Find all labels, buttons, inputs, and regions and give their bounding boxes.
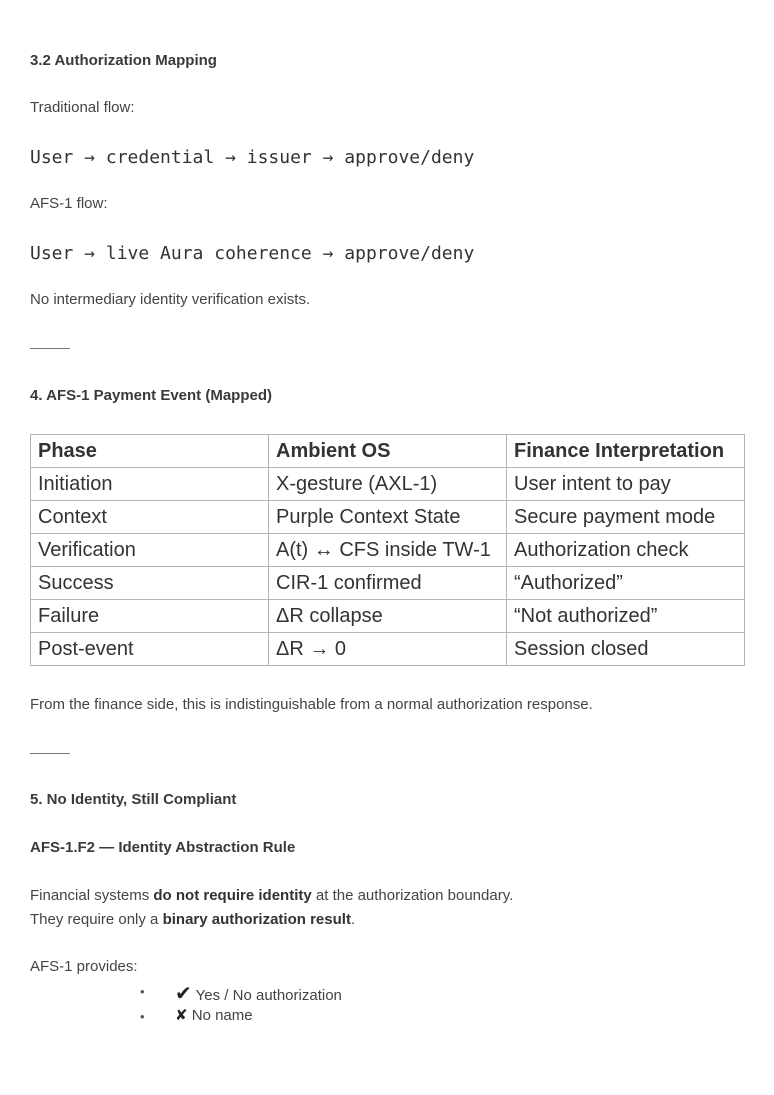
- text-run: They require only a: [30, 911, 163, 928]
- check-icon: ✔: [175, 983, 192, 1005]
- text-run: No name: [191, 1007, 253, 1024]
- payment-event-table: [30, 434, 745, 666]
- table-cell: Initiation: [31, 468, 269, 501]
- table-cell: Authorization check: [507, 534, 745, 567]
- table-header-cell: Ambient OS: [269, 435, 507, 468]
- list-item: [0, 1006, 774, 1030]
- table-cell: Session closed: [507, 633, 745, 666]
- emphasis-binary-authorization-result: binary authorization result: [162, 911, 351, 928]
- afs-flow-label: AFS-1 flow:: [30, 195, 108, 212]
- table-cell: Post-event: [31, 633, 269, 666]
- bullet-dot: •: [140, 1009, 145, 1024]
- provides-label: AFS-1 provides:: [30, 958, 138, 975]
- table-header-row: [31, 435, 745, 468]
- table-row: [31, 567, 745, 600]
- table-row: [31, 600, 745, 633]
- table-cell: X-gesture (AXL-1): [269, 468, 507, 501]
- table-cell: Verification: [31, 534, 269, 567]
- table-cell: Context: [31, 501, 269, 534]
- table-header-cell: Finance Interpretation: [507, 435, 745, 468]
- section-heading-no-identity: 5. No Identity, Still Compliant: [30, 791, 237, 808]
- afs-flow-code: User → live Aura coherence → approve/deny: [30, 243, 475, 264]
- table-row: [31, 633, 745, 666]
- rule-heading-identity-abstraction: AFS-1.F2 — Identity Abstraction Rule: [30, 839, 296, 856]
- table-cell: “Authorized”: [507, 567, 745, 600]
- table-cell: Purple Context State: [269, 501, 507, 534]
- table-row: [31, 468, 745, 501]
- table-cell: CIR-1 confirmed: [269, 567, 507, 600]
- text-run: .: [350, 911, 356, 928]
- list-item-text: [175, 1006, 253, 1024]
- bullet-dot: •: [140, 984, 145, 999]
- identity-rule-line-1: [30, 887, 513, 904]
- traditional-flow-code: User → credential → issuer → approve/deny: [30, 147, 475, 168]
- table-cell: Success: [31, 567, 269, 600]
- table-header-cell: Phase: [31, 435, 269, 468]
- table-cell: ΔR collapse: [269, 600, 507, 633]
- list-item: [0, 981, 774, 1005]
- cross-icon: ✘: [175, 1007, 188, 1024]
- table-cell: A(t) ↔ CFS inside TW-1: [269, 534, 507, 567]
- table-cell: Failure: [31, 600, 269, 633]
- payment-event-note: From the finance side, this is indistinguishable from a normal authorization response.: [30, 696, 593, 713]
- section-divider: [30, 753, 70, 754]
- table-row: [31, 534, 745, 567]
- section-heading-payment-event: 4. AFS-1 Payment Event (Mapped): [30, 387, 272, 404]
- text-run: Financial systems: [30, 887, 154, 904]
- section-heading-authorization-mapping: 3.2 Authorization Mapping: [30, 52, 217, 69]
- text-run: at the authorization boundary.: [311, 887, 514, 904]
- table-row: [31, 501, 745, 534]
- table-cell: Secure payment mode: [507, 501, 745, 534]
- emphasis-do-not-require-identity: do not require identity: [153, 887, 312, 904]
- table-cell: User intent to pay: [507, 468, 745, 501]
- text-run: Yes / No authorization: [195, 987, 342, 1004]
- traditional-flow-label: Traditional flow:: [30, 99, 135, 116]
- table-cell: ΔR → 0: [269, 633, 507, 666]
- identity-rule-line-2: [30, 911, 355, 928]
- section-divider: [30, 348, 70, 349]
- table-cell: “Not authorized”: [507, 600, 745, 633]
- auth-mapping-note: No intermediary identity verification exists.: [30, 291, 311, 308]
- list-item-text: [175, 981, 342, 1006]
